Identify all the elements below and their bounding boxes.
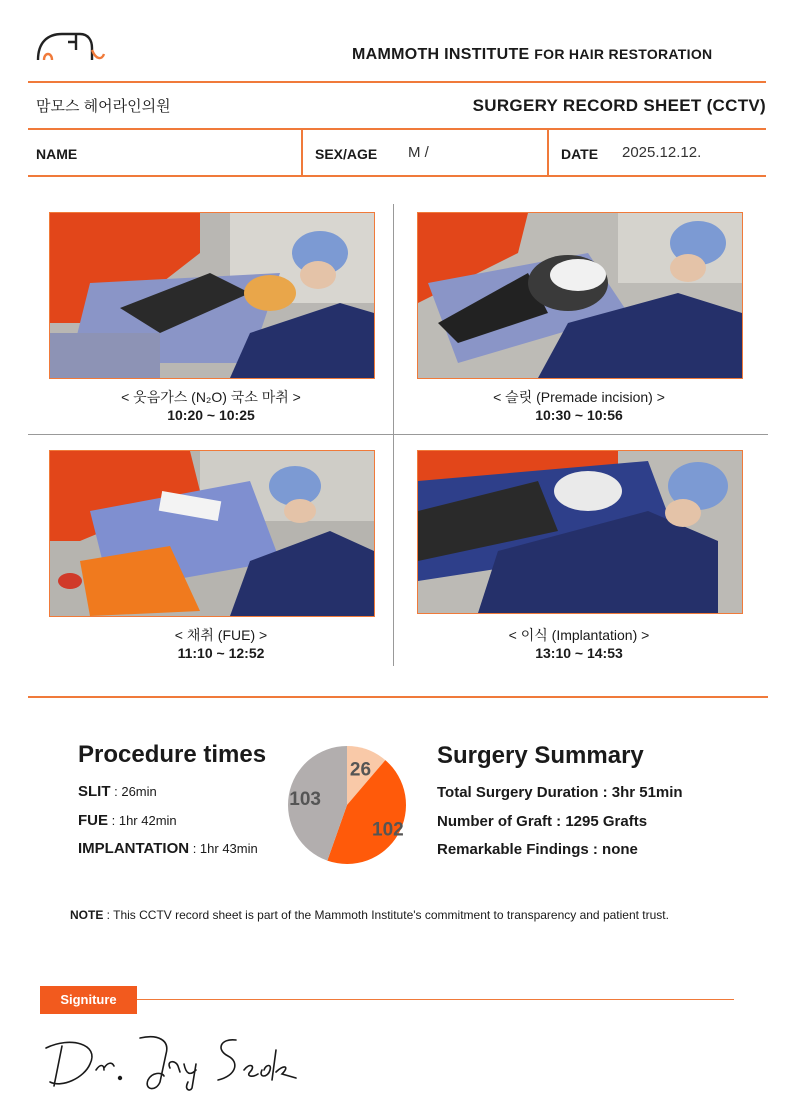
divider — [28, 128, 766, 130]
handwritten-signature — [40, 1030, 300, 1092]
surgery-photo-anesthesia — [49, 212, 375, 379]
divider — [28, 696, 768, 698]
procedure-label: IMPLANTATION — [78, 840, 190, 857]
pie-data-label: 102 — [372, 819, 404, 841]
divider — [28, 81, 766, 83]
surgery-photo-fue — [49, 450, 375, 617]
brand-name: MAMMOTH INSTITUTE FOR HAIR RESTORATION — [352, 46, 713, 63]
procedure-value: : 1hr 43min — [189, 841, 258, 856]
photo-caption-title: < 이식 (Implantation) > — [508, 627, 650, 643]
procedure-row — [78, 783, 157, 800]
date-label: DATE — [561, 146, 599, 162]
photo-caption-title: < 웃음가스 (N₂O) 국소 마취 > — [121, 389, 301, 405]
procedure-label: FUE — [78, 812, 108, 829]
date-value: 2025.12.12. — [622, 144, 702, 161]
sexage-label: SEX/AGE — [315, 146, 378, 162]
procedure-value: : 1hr 42min — [108, 813, 177, 828]
procedure-row — [78, 840, 258, 857]
photo-caption — [414, 626, 744, 662]
procedure-times-pie-chart — [286, 746, 408, 864]
name-label: NAME — [36, 146, 78, 162]
pie-data-label: 26 — [349, 759, 372, 781]
surgery-photo-slit — [417, 212, 743, 379]
note-text: : This CCTV record sheet is part of the Mammoth Institute's commitment to transparency and patient trust. — [103, 908, 669, 922]
field-separator — [301, 130, 303, 176]
surgery-photo-implantation — [417, 450, 743, 614]
procedure-times-title: Procedure times — [78, 741, 267, 768]
grid-divider — [393, 204, 394, 666]
signature-line — [137, 999, 734, 1000]
note-label: NOTE — [70, 908, 104, 922]
pie-data-label: 103 — [289, 788, 321, 810]
photo-caption-time: 10:30 ~ 10:56 — [535, 407, 623, 423]
photo-caption — [56, 626, 386, 662]
note — [70, 908, 669, 922]
summary-grafts: Number of Graft : 1295 Grafts — [437, 813, 648, 830]
signature-tag: Signiture — [40, 986, 137, 1014]
grid-divider — [28, 434, 768, 435]
mammoth-logo-icon — [36, 28, 106, 64]
procedure-value: : 26min — [110, 784, 157, 799]
summary-findings: Remarkable Findings : none — [437, 841, 638, 858]
sexage-value: M / — [408, 144, 429, 161]
photo-caption-title: < 슬릿 (Premade incision) > — [493, 389, 665, 405]
photo-caption — [46, 388, 376, 424]
field-separator — [547, 130, 549, 176]
surgery-summary-title: Surgery Summary — [437, 742, 644, 769]
procedure-label: SLIT — [78, 783, 111, 800]
photo-caption-title: < 채취 (FUE) > — [174, 627, 268, 643]
photo-caption-time: 13:10 ~ 14:53 — [535, 645, 623, 661]
sheet-title: SURGERY RECORD SHEET (CCTV) — [472, 96, 766, 115]
photo-caption-time: 10:20 ~ 10:25 — [167, 407, 255, 423]
photo-caption — [414, 388, 744, 424]
divider — [28, 175, 766, 177]
procedure-row — [78, 812, 177, 829]
photo-caption-time: 11:10 ~ 12:52 — [177, 645, 265, 661]
summary-duration: Total Surgery Duration : 3hr 51min — [437, 784, 683, 801]
clinic-name: 맘모스 헤어라인의원 — [36, 98, 171, 115]
